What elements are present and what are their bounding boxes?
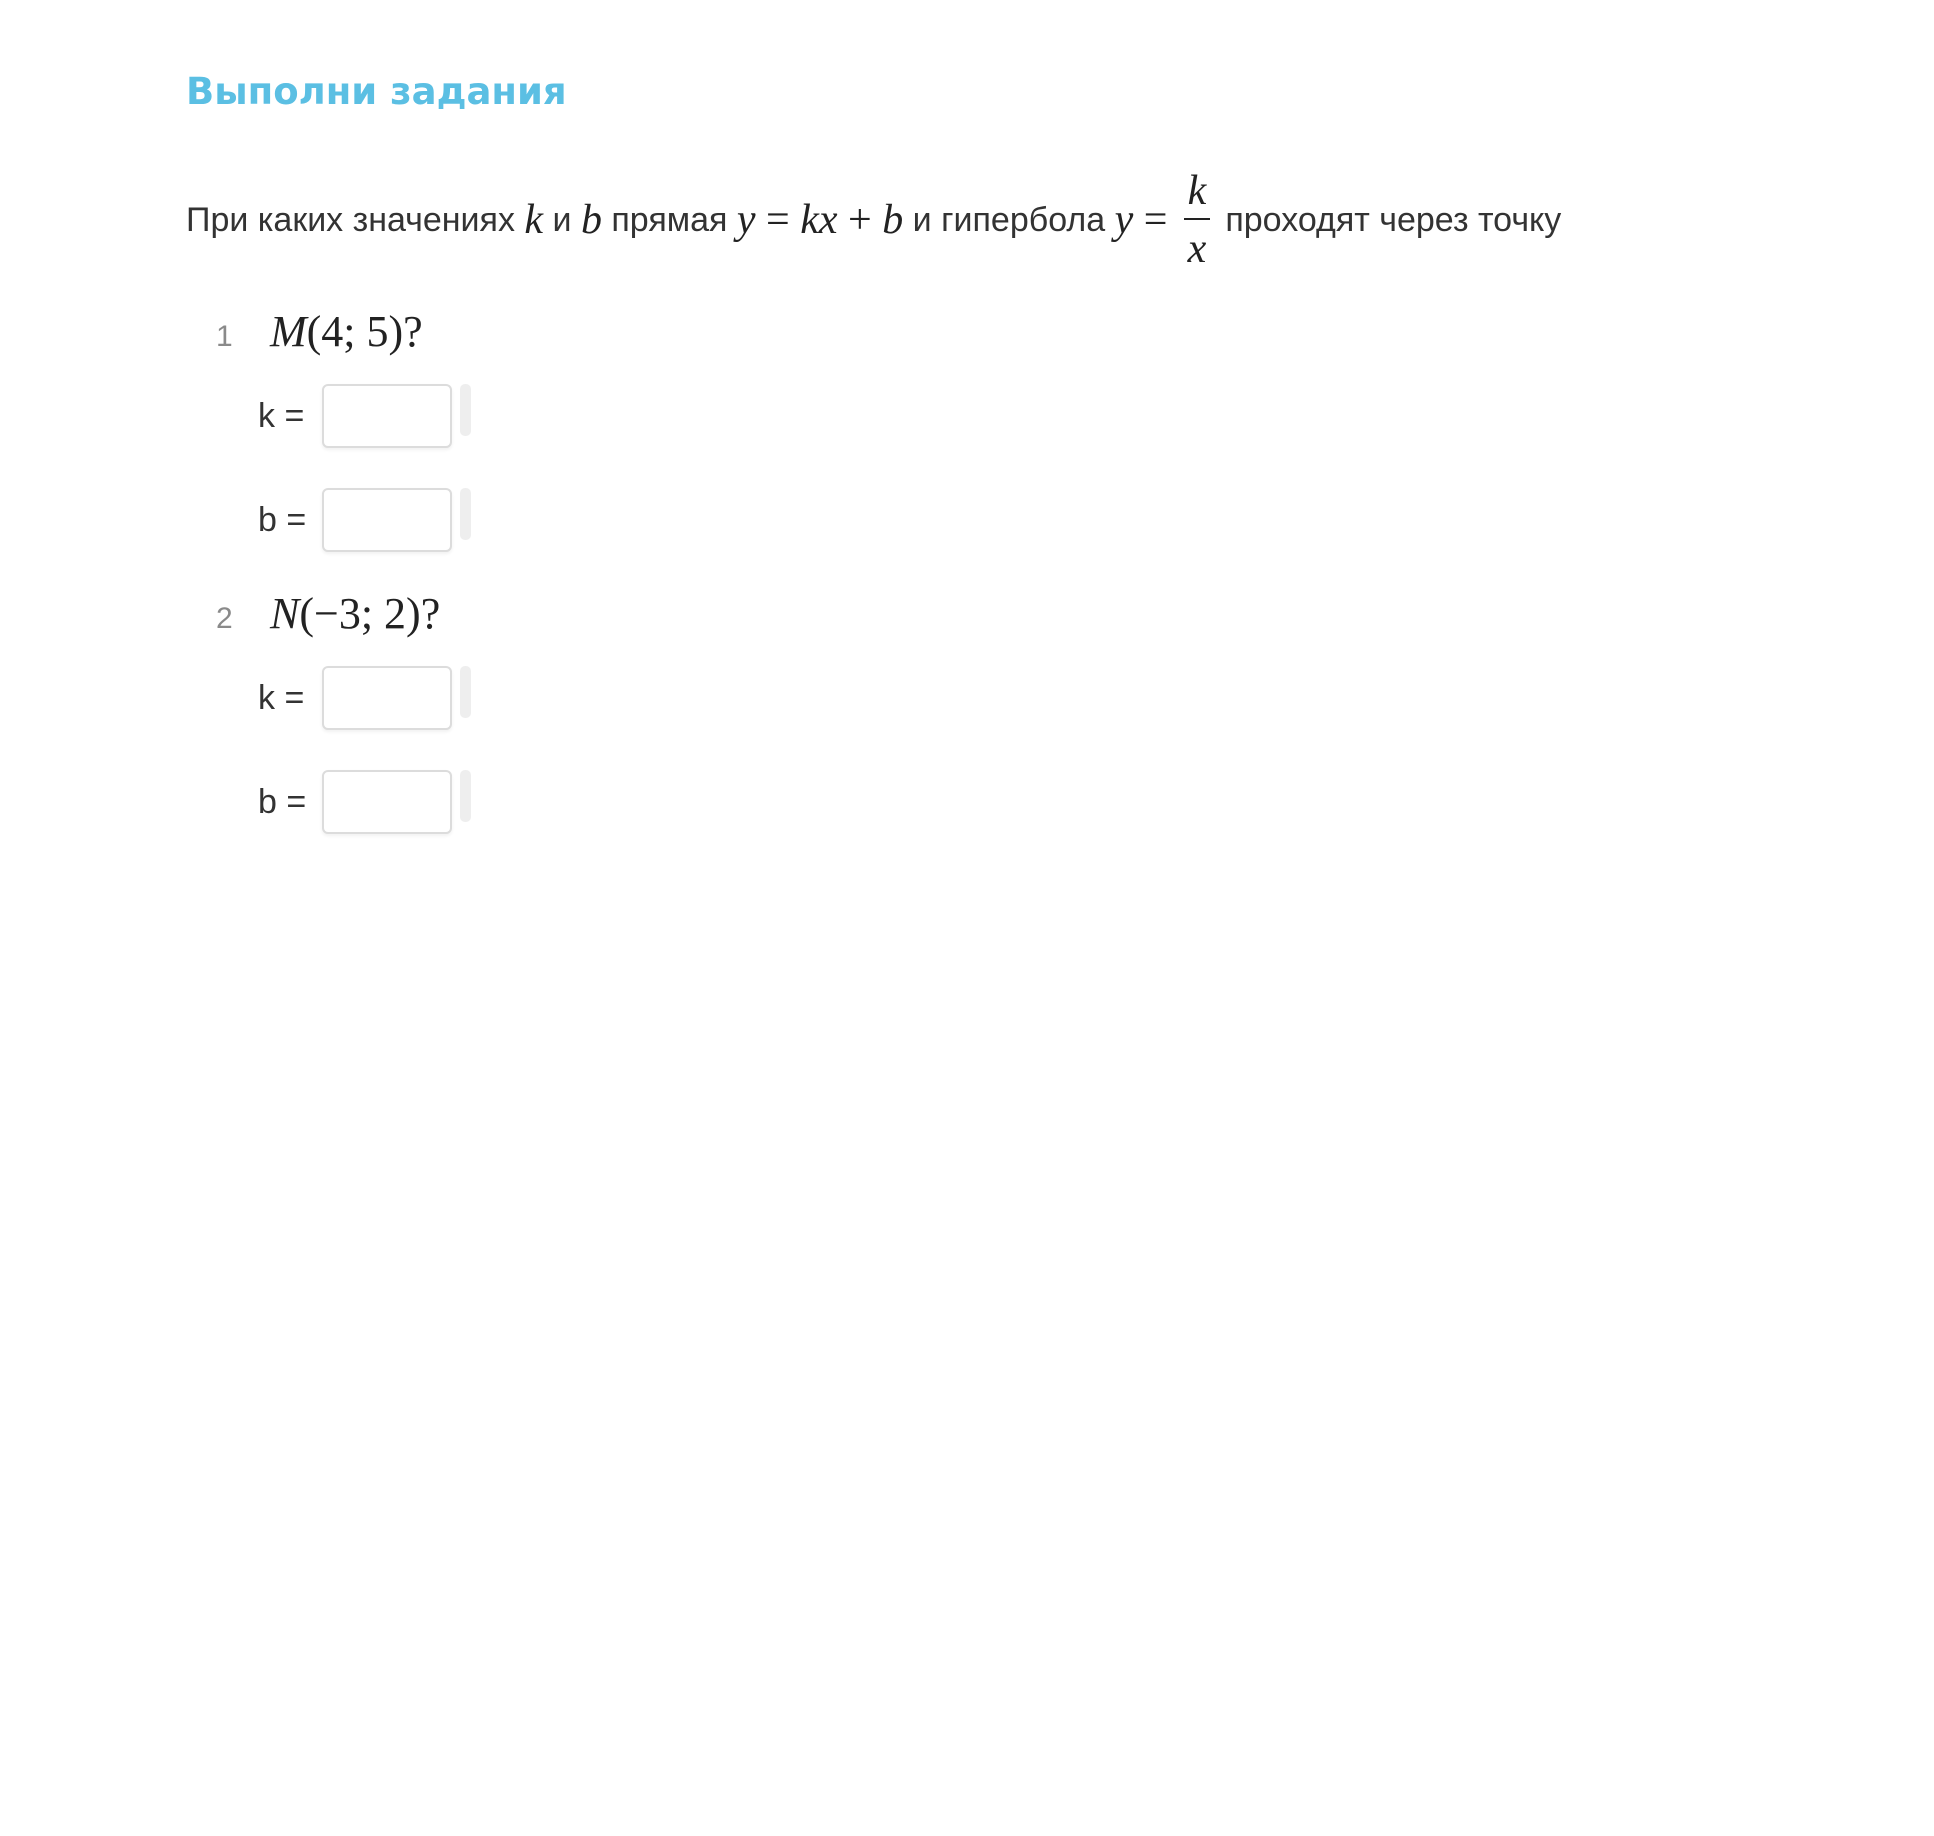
point-name: M <box>270 307 307 356</box>
statement-text: и гипербола <box>903 200 1115 239</box>
answer-label-k: k = <box>258 396 305 435</box>
answer-input-b[interactable] <box>322 770 452 834</box>
subtask-header <box>186 306 686 366</box>
task-statement <box>186 160 1561 280</box>
fraction-denominator: x <box>1187 226 1207 272</box>
subtask-number: 2 <box>216 602 233 635</box>
input-handle <box>460 770 471 822</box>
line-eq-y: y <box>736 197 756 243</box>
answer-input-k[interactable] <box>322 384 452 448</box>
answer-row-b <box>258 768 471 836</box>
statement-text: При каких значениях <box>186 200 525 239</box>
subtask-1 <box>186 306 686 539</box>
subtask-header <box>186 588 686 648</box>
fraction-bar <box>1184 218 1210 220</box>
subtask-2 <box>186 588 686 821</box>
line-eq-equals: = <box>755 197 801 243</box>
statement-text: и <box>543 200 581 239</box>
statement-text: прямая <box>601 200 737 239</box>
subtask-number: 1 <box>216 320 233 353</box>
answer-row-b <box>258 486 471 554</box>
input-handle <box>460 384 471 436</box>
answer-row-k <box>258 664 471 732</box>
line-eq-plus: + <box>837 197 883 243</box>
line-eq-b: b <box>882 197 904 243</box>
subtask-point <box>270 306 423 357</box>
subtask-point <box>270 588 440 639</box>
answer-label-b: b = <box>258 500 307 539</box>
point-coords: (4; 5)? <box>306 307 423 356</box>
hyp-eq-y: y <box>1114 197 1134 243</box>
point-name: N <box>270 589 300 638</box>
hyperbola-equation <box>1115 196 1178 244</box>
variable-k: k <box>524 197 544 243</box>
line-eq-kx: kx <box>800 197 838 243</box>
point-coords: (−3; 2)? <box>299 589 441 638</box>
answer-input-k[interactable] <box>322 666 452 730</box>
input-handle <box>460 488 471 540</box>
hyp-eq-equals: = <box>1133 197 1178 243</box>
answer-label-k: k = <box>258 678 305 717</box>
statement-text: проходят через точку <box>1215 200 1562 239</box>
answer-label-b: b = <box>258 782 307 821</box>
variable-b: b <box>580 197 602 243</box>
answer-input-b[interactable] <box>322 488 452 552</box>
hyperbola-fraction <box>1184 170 1210 270</box>
answer-row-k <box>258 382 471 450</box>
input-handle <box>460 666 471 718</box>
line-equation <box>737 196 903 244</box>
page-title: Выполни задания <box>186 70 567 113</box>
fraction-numerator: k <box>1187 168 1207 214</box>
